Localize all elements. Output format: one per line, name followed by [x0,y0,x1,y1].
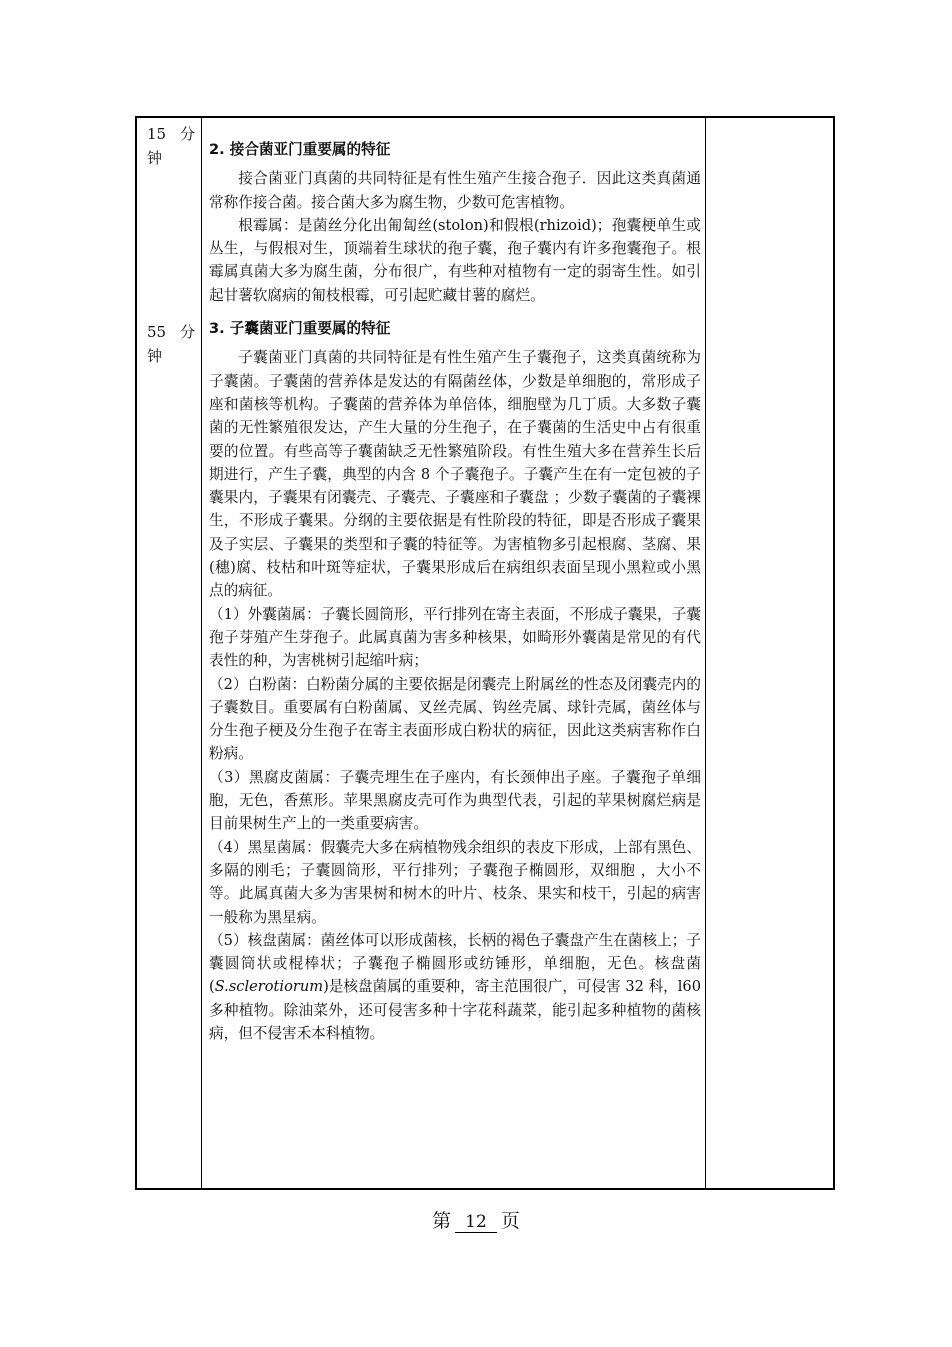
content-column [209,130,701,1045]
paragraph: 子囊菌亚门真菌的共同特征是有性生殖产生子囊孢子，这类真菌统称为子囊菌。子囊菌的营养体是发达的有隔菌丝体，少数是单细胞的，常形成子座和菌核等机构。子囊菌的营养体为单倍体，细胞壁为几丁质。大多数子囊菌的无性繁殖很发达，产生大量的分生孢子，在子囊菌的生活史中占有很重要的位置。有些高等子囊菌缺乏无性繁殖阶段。有性生殖大多在营养生长后期进行，产生子囊，典型的内含 8 个子囊孢子。子囊产生在有一定包被的子囊果内，子囊果有闭囊壳、子囊壳、子囊座和子囊盘 ；少数子囊菌的子囊裸生，不形成子囊果。分纲的主要依据是有性阶段的特征，即是否形成子囊果及子实层、子囊果的类型和子囊的特征等。为害植物多引起根腐、茎腐、果(穗)腐、枝枯和叶斑等症状，子囊果形成后在病组织表面呈现小黑粒或小黑点的病征。 [209,349,701,600]
list-item: （4）黑星菌属：假囊壳大多在病植物残余组织的表皮下形成，上部有黑色、多隔的刚毛；子囊圆筒形，平行排列；子囊孢子椭圆形，双细胞 ，大小不等。此属真菌大多为害果树和树木的叶片、枝条、果实和枝干，引起的病害一般称为黑星病。 [209,838,701,926]
time-number: 55 [147,323,167,341]
time-unit: 钟 [147,347,163,365]
column-divider-right [705,118,706,1188]
item-text: （5）核盘菌属：菌丝体可以形成菌核，长柄的褐色子囊盘产生在菌核上；子囊圆筒状或棍棒状；子囊孢子椭圆形或纺锤形，单细胞，无色。核盘菌( [209,931,701,996]
paragraph: 接合菌亚门真菌的共同特征是有性生殖产生接合孢子．因此这类真菌通常称作接合菌。接合菌大多为腐生物，少数可危害植物。 [209,170,701,211]
item-text: )是核盘菌属的重要种，寄主范围很广，可侵害 32 科，l60 多种植物。除油菜外，还可侵害多种十字花科蔬菜，能引起多种植物的菌核病，但不侵害禾本科植物。 [209,978,701,1042]
list-item: （3）黑腐皮菌属：子囊壳埋生在子座内，有长颈伸出子座。子囊孢子单细胞，无色，香蕉形。苹果黑腐皮壳可作为典型代表，引起的苹果树腐烂病是目前果树生产上的一类重要病害。 [209,768,701,833]
section-heading: 2. 接合菌亚门重要属的特征 [209,141,391,158]
footer-prefix: 第 [432,1210,452,1232]
section-heading: 3. 子囊菌亚门重要属的特征 [209,320,391,338]
list-item [209,929,701,1045]
list-item: （1）外囊菌属：子囊长圆筒形，平行排列在寄主表面，不形成子囊果，子囊孢子芽殖产生芽孢子。此属真菌为害多种核果，如畸形外囊菌是常见的有代表性的种，为害桃树引起缩叶病； [209,605,701,670]
page-number: 12 [455,1212,497,1233]
time-unit: 分 [179,323,195,341]
list-item: （2）白粉菌：白粉菌分属的主要依据是闭囊壳上附属丝的性态及闭囊壳内的子囊数目。重要属有白粉菌属、叉丝壳属、钩丝壳属、球针壳属，菌丝体与分生孢子梗及分生孢子在寄主表面形成白粉状的病征，因此这类病害称作白粉病。 [209,675,701,763]
lesson-table [135,116,835,1190]
column-divider-left [201,118,202,1188]
species-name: S.sclerotiorum [214,978,324,996]
time-unit: 钟 [147,149,163,167]
time-unit: 分 [179,125,195,143]
page-footer [0,1206,952,1233]
time-number: 15 [147,125,167,143]
time-label-55 [147,320,195,368]
footer-suffix: 页 [500,1210,520,1232]
paragraph: 根霉属：是菌丝分化出匍匐丝(stolon)和假根(rhizoid)；孢囊梗单生或丛生，与假根对生，顶端着生球状的孢子囊，孢子囊内有许多孢囊孢子。根霉属真菌大多为腐生菌，分布很广，有些种对植物有一定的弱寄生性。如引起甘薯软腐病的匍枝根霉，可引起贮藏甘薯的腐烂。 [209,216,701,304]
time-label-15 [147,122,195,170]
